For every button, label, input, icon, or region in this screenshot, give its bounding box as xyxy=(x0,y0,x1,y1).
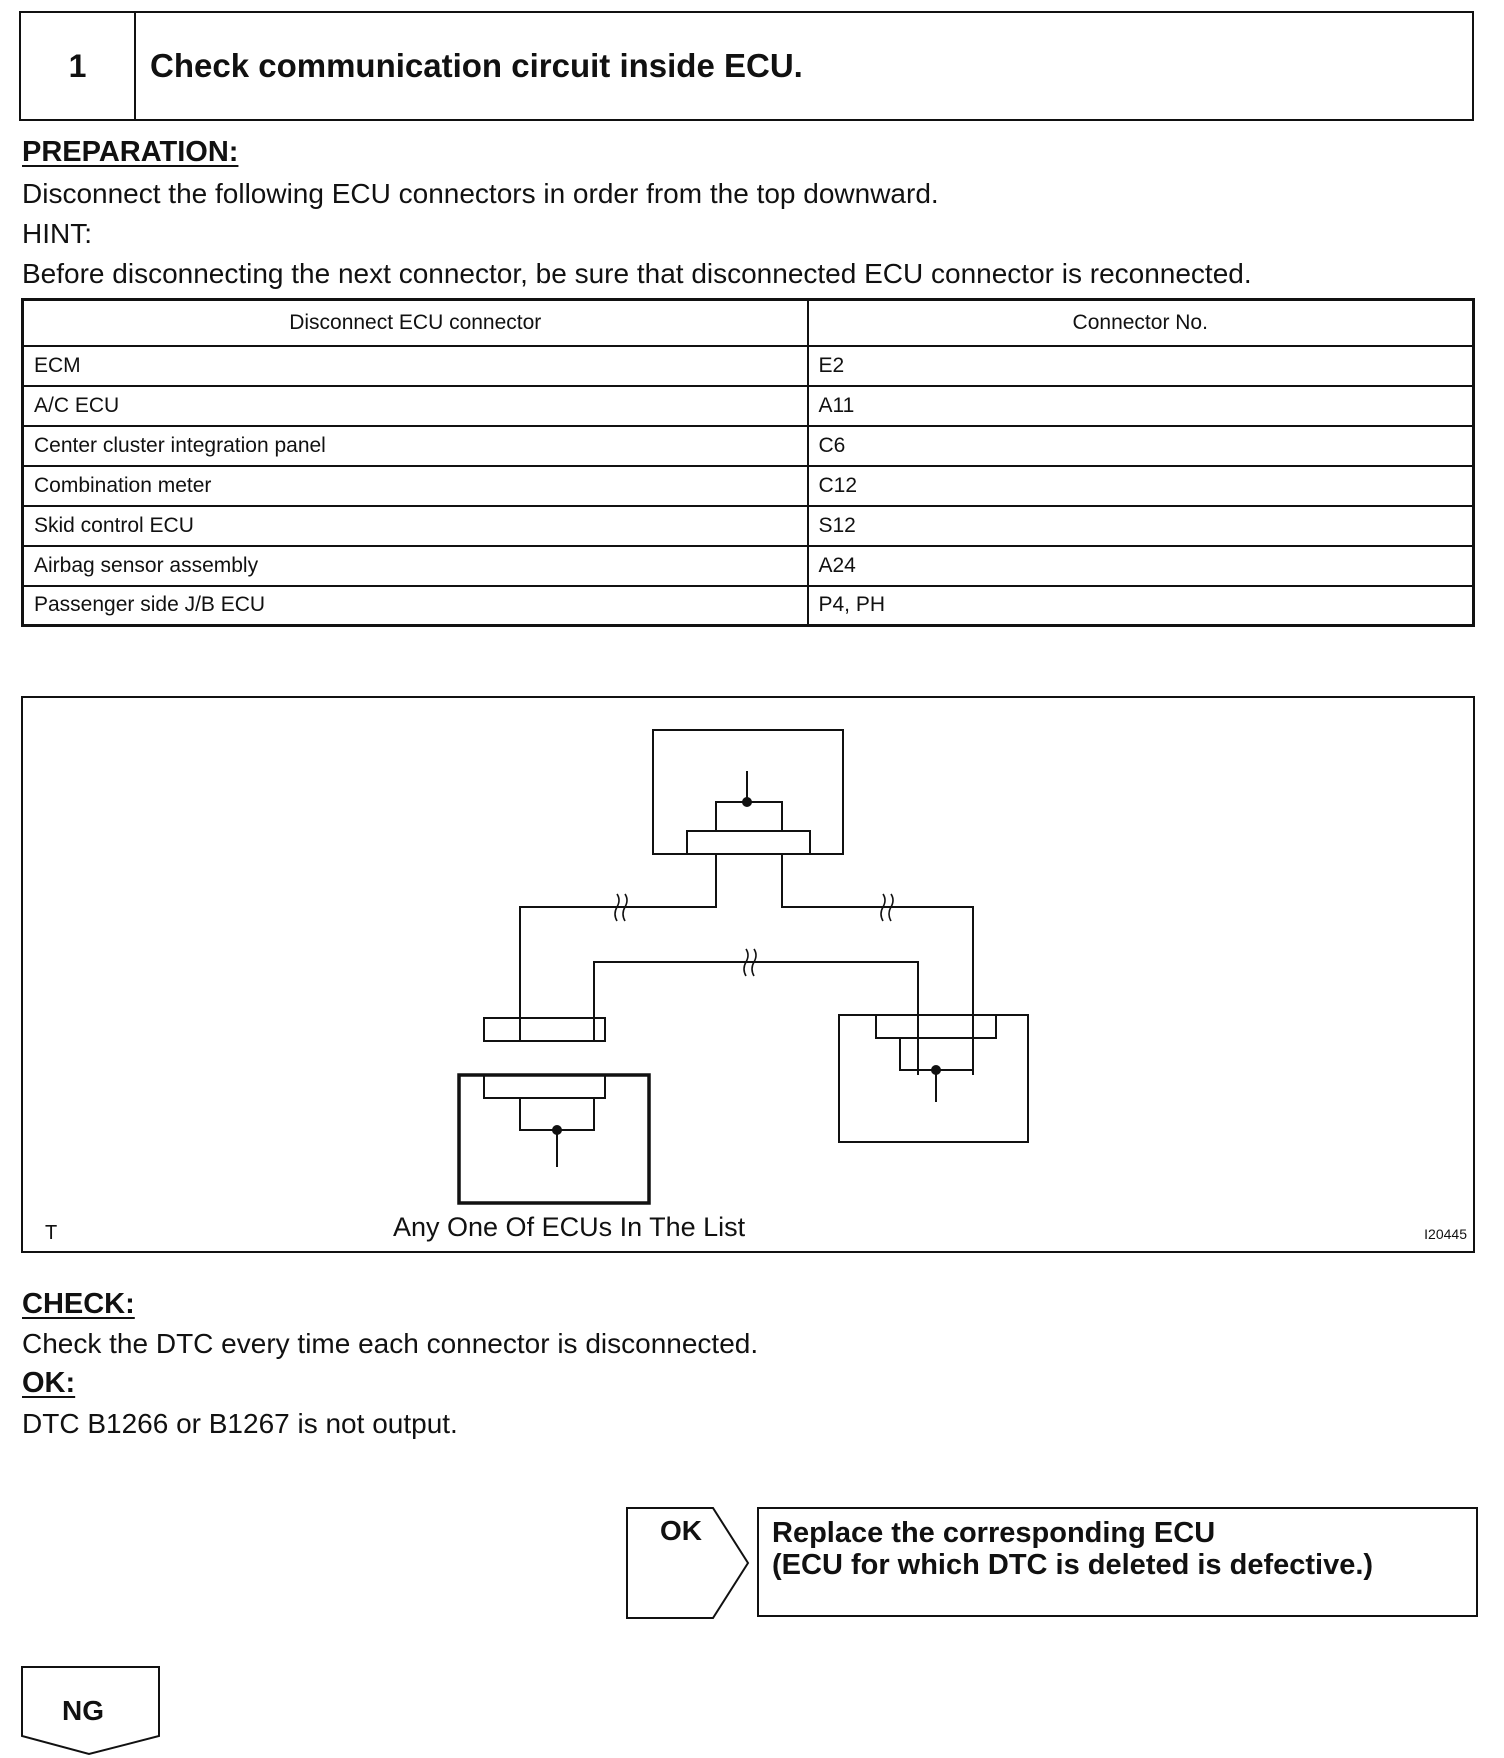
preparation-label: PREPARATION: xyxy=(22,136,239,168)
connector-no-cell: P4, PH xyxy=(808,586,1474,626)
connector-no-cell: C6 xyxy=(808,426,1474,466)
wire-top-left xyxy=(520,854,716,1023)
target-ecu-junction xyxy=(553,1126,561,1134)
top-ecu-connector xyxy=(687,831,810,854)
ecu-name-cell: ECM xyxy=(23,346,808,386)
ng-branch-label: NG xyxy=(62,1695,104,1726)
table-row xyxy=(23,386,1474,426)
step-header xyxy=(19,11,1474,121)
table-header-connector: Connector No. xyxy=(808,300,1474,346)
wire-left-right xyxy=(594,962,918,1075)
table-row xyxy=(23,426,1474,466)
connector-no-cell: A24 xyxy=(808,546,1474,586)
connector-no-cell: S12 xyxy=(808,506,1474,546)
table-row xyxy=(23,506,1474,546)
step-title: Check communication circuit inside ECU. xyxy=(150,47,803,84)
top-ecu-junction xyxy=(743,798,751,806)
diagram-caption: Any One Of ECUs In The List xyxy=(393,1212,746,1242)
right-ecu-junction xyxy=(932,1066,940,1074)
ecu-name-cell: Center cluster integration panel xyxy=(23,426,808,466)
circuit-diagram-svg xyxy=(23,698,1477,1255)
table-row xyxy=(23,586,1474,626)
figure-code: I20445 xyxy=(1424,1226,1467,1242)
table-row xyxy=(23,546,1474,586)
ok-result-line2: (ECU for which DTC is deleted is defective.) xyxy=(772,1549,1374,1581)
table-header-row xyxy=(23,300,1474,346)
ok-branch-label: OK xyxy=(660,1515,702,1546)
hint-label: HINT: xyxy=(22,218,92,249)
right-ecu-connector xyxy=(876,1015,996,1038)
ok-criteria-text: DTC B1266 or B1267 is not output. xyxy=(22,1408,458,1439)
ok-result-box xyxy=(757,1507,1478,1617)
circuit-diagram xyxy=(21,696,1475,1253)
connector-no-cell: E2 xyxy=(808,346,1474,386)
ecu-name-cell: A/C ECU xyxy=(23,386,808,426)
right-ecu-box xyxy=(839,1015,1028,1142)
step-number: 1 xyxy=(21,13,136,119)
connector-table xyxy=(21,298,1475,627)
check-text: Check the DTC every time each connector is disconnected. xyxy=(22,1328,759,1359)
target-ecu-box xyxy=(459,1075,649,1203)
table-row xyxy=(23,466,1474,506)
connector-no-cell: A11 xyxy=(808,386,1474,426)
wire-top-right xyxy=(782,854,973,1075)
hint-text: Before disconnecting the next connector, be sure that disconnected ECU connector is reconnected. xyxy=(22,258,1252,289)
ok-criteria-label: OK: xyxy=(22,1367,76,1399)
ecu-name-cell: Passenger side J/B ECU xyxy=(23,586,808,626)
ok-result-line1: Replace the corresponding ECU xyxy=(772,1517,1216,1549)
ecu-name-cell: Airbag sensor assembly xyxy=(23,546,808,586)
check-label: CHECK: xyxy=(22,1288,135,1320)
connector-no-cell: C12 xyxy=(808,466,1474,506)
diagram-corner-label: T xyxy=(45,1222,58,1244)
ecu-name-cell: Skid control ECU xyxy=(23,506,808,546)
preparation-text: Disconnect the following ECU connectors in order from the top downward. xyxy=(22,178,939,209)
table-header-ecu: Disconnect ECU connector xyxy=(23,300,808,346)
table-row xyxy=(23,346,1474,386)
ecu-name-cell: Combination meter xyxy=(23,466,808,506)
left-connector-plug xyxy=(484,1018,605,1041)
target-ecu-connector xyxy=(484,1075,605,1098)
